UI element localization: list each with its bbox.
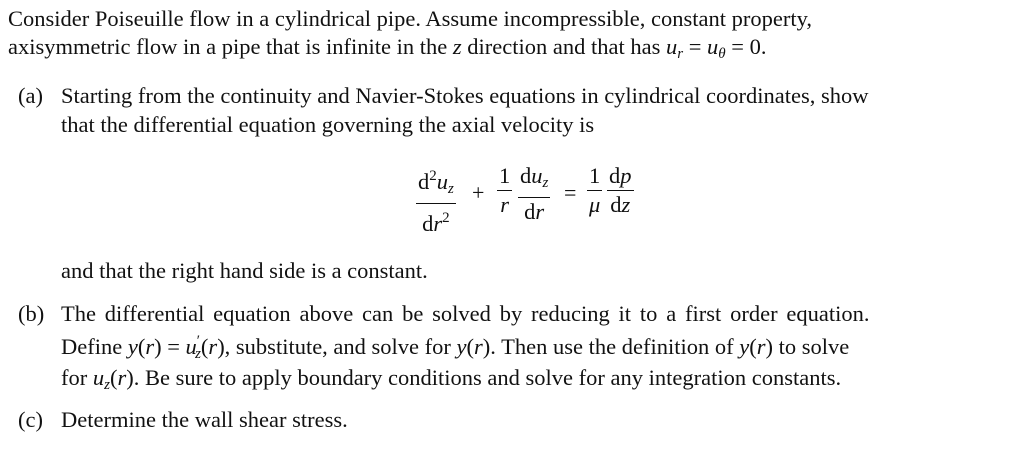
part-b-label: (b) <box>18 301 45 326</box>
part-a-line-1: Starting from the continuity and Navier-Stokes equations in cylindrical coordinates, show <box>61 83 869 108</box>
part-b-line-1: The differential equation above can be solved by reducing it to a first order equation. <box>61 301 870 326</box>
part-b-line-2: Define $y(r) = u'_z(r)$, substitute, and solve for y(r). Then use the definition of y(r) to solve <box>61 333 850 362</box>
fraction-dp-dz: $\frac{dp}{dz}$ <box>609 163 632 217</box>
equals-sign: = <box>564 180 577 205</box>
part-c-label: (c) <box>18 407 43 432</box>
part-c-text: Determine the wall shear stress. <box>61 407 348 432</box>
fraction-1-r: $\frac{1}{r}$ <box>499 163 511 217</box>
intro-line-2: axisymmetric flow in a pipe that is infinite in the z direction and that has $u_r = u_\theta = 0$. <box>8 34 767 62</box>
plus-sign: + <box>472 180 485 205</box>
part-b-line-3: for $u_z(r)$. Be sure to apply boundary conditions and solve for any integration constants. <box>61 365 842 393</box>
intro-line-1: Consider Poiseuille flow in a cylindrical pipe. Assume incompressible, constant property, <box>8 6 813 31</box>
part-a-after: and that the right hand side is a constant. <box>61 258 428 283</box>
fraction-1-mu: $\frac{1}{\mu}$ <box>588 163 601 217</box>
fraction-d2u-dr2: $\frac{d^2u_z}{dr^2}$ <box>416 162 456 238</box>
part-a-line-2: that the differential equation governing the axial velocity is <box>61 112 595 137</box>
part-a-label: (a) <box>18 83 43 108</box>
fraction-du-dr: $du_z$ dr <box>520 163 549 224</box>
